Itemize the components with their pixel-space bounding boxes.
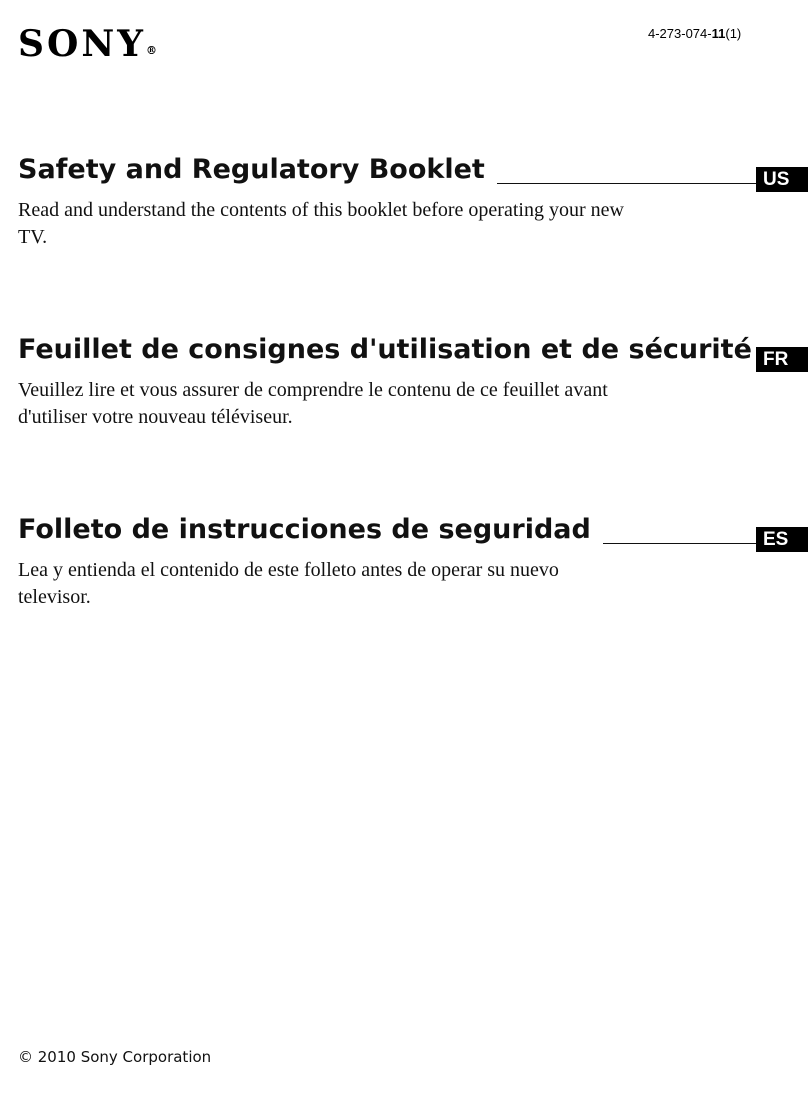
language-badge: ES [756, 527, 808, 552]
section-title: Safety and Regulatory Booklet [18, 153, 497, 187]
section-heading [18, 333, 808, 369]
section-us [18, 153, 808, 251]
section-body: Veuillez lire et vous assurer de comprendre le contenu de ce feuillet avant d'utiliser votre nouveau téléviseur. [18, 379, 608, 428]
language-badge: US [756, 167, 808, 192]
language-badge: FR [756, 347, 808, 372]
part-number: 4-273-074-11(1) [648, 26, 742, 41]
copyright-notice: © 2010 Sony Corporation [18, 1048, 212, 1066]
sony-logo [18, 22, 157, 73]
section-title: Folleto de instrucciones de seguridad [18, 513, 603, 547]
section-fr [18, 333, 808, 431]
registered-mark: ® [145, 44, 157, 57]
section-body: Read and understand the contents of this booklet before operating your new TV. [18, 199, 624, 248]
section-heading [18, 153, 808, 189]
section-title: Feuillet de consignes d'utilisation et de sécurité [18, 333, 764, 367]
section-heading [18, 513, 808, 549]
section-body: Lea y entienda el contenido de este folleto antes de operar su nuevo televisor. [18, 559, 559, 608]
brand-name: SONY [18, 23, 146, 65]
section-es [18, 513, 808, 611]
